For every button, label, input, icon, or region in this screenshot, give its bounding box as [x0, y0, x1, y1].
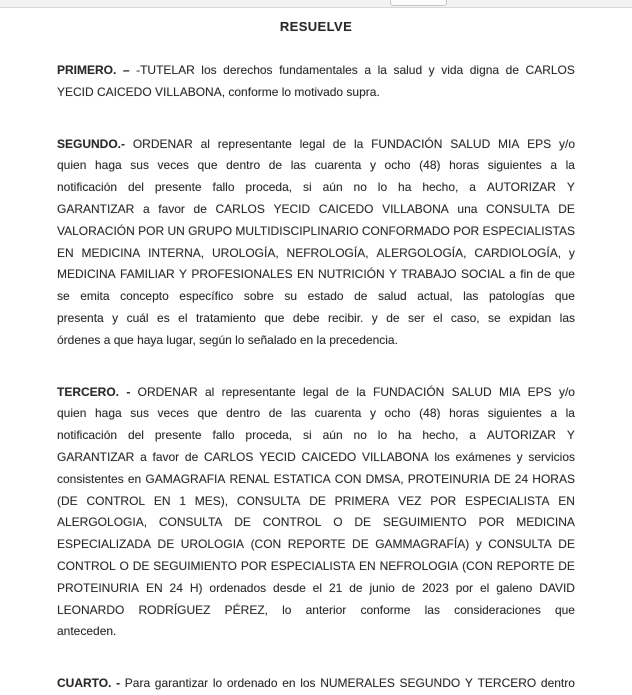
paragraph-segundo: [57, 134, 575, 352]
text-line: ALERGOLOGIA, CONSULTA DE CONTROL O DE SEGUIMIENTO POR MEDICINA: [57, 515, 575, 530]
text-line: PRIMERO. – -TUTELAR los derechos fundamentales a la salud y vida digna de CARLOS: [57, 63, 575, 77]
text-line: VALORACIÓN POR UN GRUPO MULTIDISCIPLINARIO CONFORMADO POR ESPECIALISTAS: [57, 223, 575, 238]
paragraph-tercero: [57, 382, 575, 644]
document-page: [0, 19, 632, 695]
text-line: presenta y cuál es el tratamiento que debe recibir. y de ser el caso, se expidan las: [57, 310, 575, 325]
text-line: notificación del presente fallo proceda, si aún no lo ha hecho, a AUTORIZAR Y: [57, 180, 575, 195]
document-title: RESUELVE: [279, 19, 353, 34]
text-line: LEONARDO RODRÍGUEZ PÉREZ, lo anterior conforme las consideraciones que: [57, 602, 575, 617]
text-line: CONTROL O DE SEGUIMIENTO POR ESPECIALISTA EN NEFROLOGIA (CON REPORTE DE: [57, 558, 575, 573]
text-line: GARANTIZAR a favor de CARLOS YECID CAICEDO VILLABONA los exámenes y servicios: [57, 449, 575, 464]
text-line: consistentes en GAMAGRAFIA RENAL ESTATICA CON DMSA, PROTEINURIA DE 24 HORAS: [57, 471, 575, 486]
text-line: CUARTO. - Para garantizar lo ordenado en los NUMERALES SEGUNDO Y TERCERO dentro: [57, 676, 575, 691]
text-line: notificación del presente fallo proceda, si aún no lo ha hecho, a AUTORIZAR Y: [57, 428, 575, 443]
paragraph-primero: [57, 60, 575, 104]
text-line: ESPECIALIZADA DE UROLOGIA (CON REPORTE DE GAMMAGRAFÍA) y CONSULTA DE: [57, 537, 575, 552]
text-line: órdenes a que haya lugar, según lo señalado en la precedencia.: [57, 332, 398, 347]
document-body: [57, 60, 575, 695]
text-line: PROTEINURIA EN 24 H) ordenados desde el 21 de junio de 2023 por el galeno DAVID: [57, 580, 575, 595]
text-line: se emita concepto específico sobre su estado de salud actual, las patologías que: [57, 289, 575, 304]
text-line: EN MEDICINA INTERNA, UROLOGÍA, NEFROLOGÍA, ALERGOLOGÍA, CARDIOLOGÍA, y: [57, 245, 575, 260]
text-line: (DE CONTROL EN 1 MES), CONSULTA DE PRIMERA VEZ POR ESPECIALISTA EN: [57, 493, 575, 508]
text-line: quien haga sus veces que dentro de las cuarenta y ocho (48) horas siguientes a la: [57, 406, 575, 421]
text-line: GARANTIZAR a favor de CARLOS YECID CAICEDO VILLABONA una CONSULTA DE: [57, 201, 575, 216]
partial-button[interactable]: [390, 0, 447, 6]
text-line: SEGUNDO.- ORDENAR al representante legal de la FUNDACIÓN SALUD MIA EPS y/o: [57, 136, 575, 151]
paragraph-cuarto: [57, 673, 575, 695]
top-bar: [0, 0, 632, 8]
text-line: MEDICINA FAMILIAR Y PROFESIONALES EN NUTRICIÓN Y TRABAJO SOCIAL a fin de que: [57, 267, 575, 282]
text-line: quien haga sus veces que dentro de las cuarenta y ocho (48) horas siguientes a la: [57, 158, 575, 173]
text-line: YECID CAICEDO VILLABONA, conforme lo motivado supra.: [57, 84, 380, 99]
text-line: TERCERO. - ORDENAR al representante legal de la FUNDACIÓN SALUD MIA EPS y/o: [57, 384, 575, 399]
text-line: anteceden.: [57, 624, 117, 639]
